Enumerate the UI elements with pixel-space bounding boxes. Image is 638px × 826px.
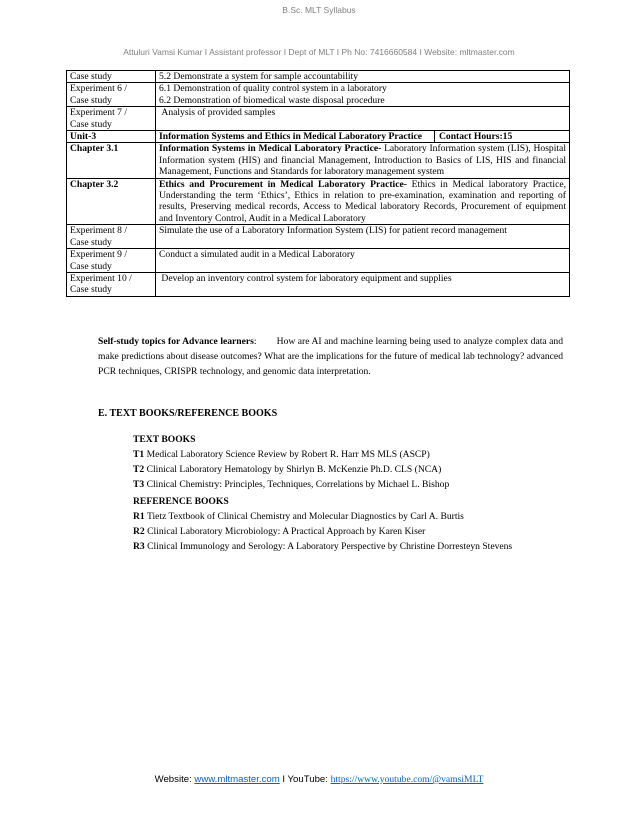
- website-link[interactable]: www.mltmaster.com: [194, 774, 280, 785]
- footer-separator: I YouTube:: [279, 774, 331, 785]
- unit-label: Unit-3: [67, 131, 156, 143]
- book-entry: [133, 509, 563, 524]
- row-label-line: Case study: [70, 118, 112, 130]
- row-content: 5.2 Demonstrate a system for sample accountability: [156, 71, 570, 83]
- self-study-colon: :: [253, 336, 257, 347]
- book-title: Clinical Laboratory Microbiology: A Practical Approach by Karen Kiser: [144, 526, 426, 537]
- row-content-text: Develop an inventory control system for laboratory equipment and supplies: [161, 272, 452, 284]
- book-code: T1: [133, 449, 145, 460]
- row-label: [67, 107, 156, 131]
- table-row-unit: [67, 131, 570, 143]
- chapter-label: Chapter 3.2: [67, 178, 156, 225]
- row-label-line: Case study: [70, 94, 112, 106]
- header-author-line: Attuluri Vamsi Kumar I Assistant professor I Dept of MLT I Ph No: 7416660584 I Website: mltmaster.com: [123, 47, 515, 57]
- row-label: [67, 272, 156, 296]
- row-label: [67, 225, 156, 249]
- book-entry: [133, 539, 563, 554]
- header-title: B.Sc. MLT Syllabus: [282, 5, 356, 15]
- table-row: [67, 107, 570, 131]
- book-title: Clinical Immunology and Serology: A Laboratory Perspective by Christine Dorresteyn Stevens: [144, 541, 513, 552]
- row-label-line: Experiment 9 /: [70, 249, 128, 261]
- row-content-line: 6.1 Demonstration of quality control system in a laboratory: [159, 83, 387, 95]
- book-code: R2: [133, 526, 145, 537]
- book-code: R1: [133, 511, 145, 522]
- row-label-line: Experiment 6 /: [70, 83, 128, 95]
- row-content: Simulate the use of a Laboratory Information System (LIS) for patient record management: [156, 225, 570, 249]
- book-code: R3: [133, 541, 145, 552]
- row-content-text: Analysis of provided samples: [161, 107, 276, 119]
- book-entry: [133, 447, 563, 462]
- row-content-line: 6.2 Demonstration of biomedical waste disposal procedure: [159, 94, 385, 106]
- youtube-link[interactable]: https://www.youtube.com/@vamsiMLT: [330, 774, 484, 785]
- row-label-line: Case study: [70, 260, 112, 272]
- unit-title: Information Systems and Ethics in Medical Laboratory Practice: [156, 131, 435, 143]
- book-entry: [133, 524, 563, 539]
- row-label-line: Experiment 7 /: [70, 107, 128, 119]
- chapter-content: [156, 178, 570, 225]
- table-row: [67, 83, 570, 107]
- footer: [0, 774, 638, 785]
- syllabus-table: [66, 70, 570, 297]
- book-title: Medical Laboratory Science Review by Robert R. Harr MS MLS (ASCP): [144, 449, 430, 460]
- book-title: Tietz Textbook of Clinical Chemistry and Molecular Diagnostics by Carl A. Burtis: [144, 511, 464, 522]
- chapter-content: [156, 143, 570, 178]
- contact-hours: Contact Hours:15: [435, 131, 570, 143]
- row-label: [67, 249, 156, 273]
- chapter-description: Ethics in Medical laboratory Practice, Understanding the term ‘Ethics’, Ethics in relation to pre-examination, examination and reporting of results, Preserving medical records, Access to Medical laboratory Records, Procurement of equipment and Inventory Control, Audit in a Medical Laboratory: [159, 178, 566, 224]
- table-row: [67, 249, 570, 273]
- chapter-title: Information Systems in Medical Laboratory Practice-: [159, 143, 382, 155]
- row-label-line: Case study: [70, 284, 112, 296]
- table-row-chapter: [67, 178, 570, 225]
- reference-books-block: [133, 494, 563, 554]
- book-entry: [133, 477, 563, 492]
- row-label: Case study: [67, 71, 156, 83]
- row-content: [156, 83, 570, 107]
- self-study-text: How are AI and machine learning being used to analyze complex data and make predictions about disease outcomes? What are the implications for the future of medical lab technology? advanced PCR techniques, CRISPR technology, and genomic data interpretation.: [98, 336, 563, 377]
- text-books-block: [133, 432, 563, 492]
- footer-website-label: Website:: [154, 774, 195, 785]
- row-label: [67, 83, 156, 107]
- table-row: [67, 71, 570, 83]
- chapter-description: Laboratory Information system (LIS), Hospital Information system (HIS) and financial Management, Introduction to Basics of LIS, HIS and financial Management, Functions and Standards for laboratory management system: [159, 143, 566, 178]
- book-title: Clinical Laboratory Hematology by Shirlyn B. McKenzie Ph.D. CLS (NCA): [144, 464, 442, 475]
- table-row-chapter: [67, 143, 570, 178]
- row-label-line: Experiment 8 /: [70, 225, 128, 237]
- book-title: Clinical Chemistry: Principles, Techniques, Correlations by Michael L. Bishop: [144, 479, 450, 490]
- book-entry: [133, 462, 563, 477]
- row-content: [156, 107, 570, 131]
- row-label-line: Experiment 10 /: [70, 272, 132, 284]
- table-row: [67, 225, 570, 249]
- text-books-heading: TEXT BOOKS: [133, 434, 196, 445]
- row-content: [156, 272, 570, 296]
- section-title: E. TEXT BOOKS/REFERENCE BOOKS: [98, 408, 278, 419]
- book-code: T2: [133, 464, 145, 475]
- table-row: [67, 272, 570, 296]
- chapter-title: Ethics and Procurement in Medical Laboratory Practice-: [159, 178, 407, 190]
- row-label-line: Case study: [70, 236, 112, 248]
- chapter-label: Chapter 3.1: [67, 143, 156, 178]
- self-study-paragraph: [98, 334, 563, 379]
- self-study-label: Self-study topics for Advance learners: [98, 336, 254, 347]
- row-content: Conduct a simulated audit in a Medical Laboratory: [156, 249, 570, 273]
- book-code: T3: [133, 479, 145, 490]
- reference-books-heading: REFERENCE BOOKS: [133, 496, 229, 507]
